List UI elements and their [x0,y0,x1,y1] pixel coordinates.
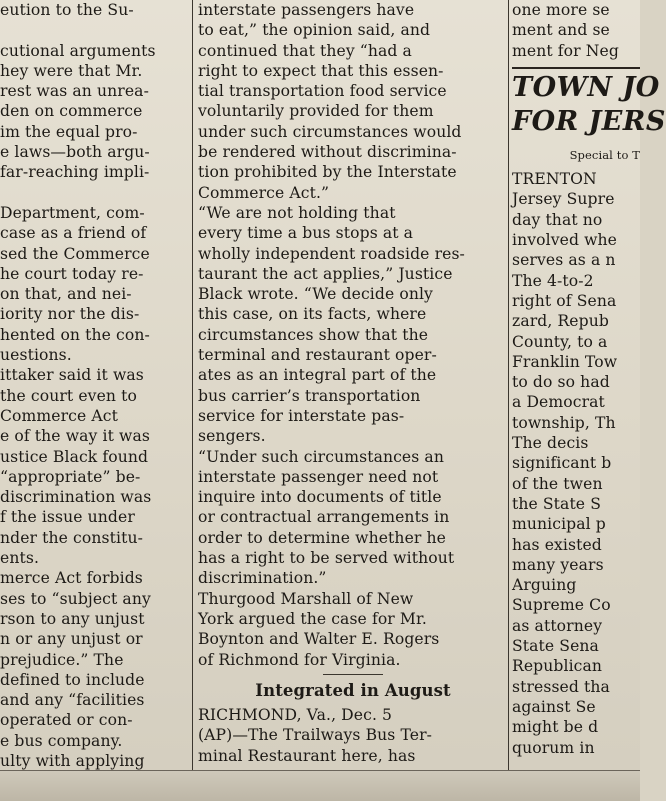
text-line: Commerce Act [0,406,118,425]
text-line: wholly independent roadside res- [198,244,465,263]
text-line: FOR JERS [512,105,666,137]
text-line: interstate passengers have [198,1,415,19]
text-line: tion prohibited by the Interstate [198,163,457,182]
text-line: to do so had [512,373,610,392]
text-line: State Sena [512,637,599,656]
text-line: prejudice.” The [0,650,124,669]
text-line [0,183,188,203]
text-line: defined to include [0,670,145,689]
text-line: the court even to [0,386,137,405]
subheadline: Integrated in August [255,680,451,700]
text-line: e of the way it was [0,427,150,446]
text-line: many years [512,555,604,574]
text-line: to eat,” the opinion said, and [198,21,431,40]
text-line: rest was an unrea- [0,82,149,101]
paragraph-under-such-circumstances [198,447,508,589]
text-line: den on commerce [0,102,143,121]
text-line [0,20,188,40]
text-line: The 4-to-2 [512,271,594,290]
text-line: tial transportation food service [198,82,447,101]
text-line: ustice Black found [0,447,149,466]
text-line: TOWN JO [512,71,660,103]
text-line: zard, Repub [512,312,609,331]
text-line: every time a bus stops at a [198,224,414,243]
text-line: one more se [512,1,610,19]
text-line: significant b [512,454,612,473]
text-line: has a right to be served without [198,549,455,568]
text-line: of the twen [512,474,603,493]
text-line: ment and se [512,21,610,40]
dateline: Special to T [569,147,640,162]
text-line: under such circumstances would [198,122,462,141]
text-line: the State S [512,494,601,513]
paragraph-thurgood-marshall [198,589,508,670]
text-line: uestions. [0,346,72,365]
text-line: sengers. [198,427,266,446]
text-line: right to expect that this essen- [198,61,444,80]
text-line: Franklin Tow [512,352,618,371]
text-line: TRENTON [512,170,597,189]
text-line: iority nor the dis- [0,305,140,324]
text-line: service for interstate pas- [198,406,405,425]
text-line: Republican [512,657,603,676]
text-line: right of Sena [512,291,617,310]
text-line: day that no [512,210,603,229]
text-line: discrimination was [0,488,152,507]
paragraph-richmond-dateline [198,705,508,766]
text-line: a Democrat [512,393,605,412]
text-line: ses to “subject any [0,589,151,608]
text-line: RICHMOND, Va., Dec. 5 [198,706,393,725]
text-line: e laws—both argu- [0,143,150,162]
text-line: this case, on its facts, where [198,305,427,324]
text-line: on that, and nei- [0,285,132,304]
text-line: bus carrier’s transportation [198,386,421,405]
text-line: ittaker said it was [0,366,144,385]
right-body-text [512,169,640,758]
text-line: he court today re- [0,264,144,283]
text-line: terminal and restaurant oper- [198,346,437,365]
text-line: (AP)—The Trailways Bus Ter- [198,726,432,745]
text-line: Black wrote. “We decide only [198,285,433,304]
text-line: might be d [512,718,599,737]
text-line: and any “facilities [0,691,145,710]
text-line: case as a friend of [0,224,147,243]
column-rule [508,0,509,770]
text-line: merce Act forbids [0,569,143,588]
text-line: far-reaching impli- [0,163,150,182]
text-line: im the equal pro- [0,122,138,141]
section-divider [323,674,383,675]
text-line: as attorney [512,616,603,635]
text-line: Thurgood Marshall of New [198,589,414,608]
text-line: ment for Neg [512,41,619,60]
text-line: be rendered without discrimina- [198,143,457,162]
text-line: Supreme Co [512,596,611,615]
text-line: against Se [512,697,596,716]
text-line: continued that they “had a [198,41,412,60]
text-line: ulty with applying [0,751,145,770]
text-line: order to determine whether he [198,528,446,547]
text-line: “appropriate” be- [0,467,141,486]
text-line: municipal p [512,515,606,534]
headline-rule [512,67,640,69]
text-line: County, to a [512,332,608,351]
text-line: The decis [512,434,589,453]
text-line: discrimination.” [198,569,327,588]
text-line: nder the constitu- [0,528,143,547]
paragraph-black-wrote [198,203,508,447]
text-line: “We are not holding that [198,203,396,222]
text-line: township, Th [512,413,616,432]
text-line: inquire into documents of title [198,488,442,507]
text-line: Department, com- [0,203,145,222]
text-line: ents. [0,549,39,568]
column-rule [192,0,193,770]
text-line: voluntarily provided for them [198,102,434,121]
text-line: circumstances show that the [198,325,429,344]
text-line: eution to the Su- [0,1,134,19]
text-line: f the issue under [0,508,135,527]
text-line: York argued the case for Mr. [198,609,427,628]
text-line: e bus company. [0,731,123,750]
text-line: involved whe [512,231,618,250]
text-line: Commerce Act.” [198,183,330,202]
text-line: sed the Commerce [0,244,150,263]
middle-column [198,0,508,770]
text-line: hey were that Mr. [0,61,143,80]
headline [512,71,666,139]
right-column [512,0,666,770]
text-line: of Richmond for Virginia. [198,650,401,669]
text-line: taurant the act applies,” Justice [198,264,453,283]
text-line: quorum in [512,738,595,757]
text-line: interstate passenger need not [198,467,439,486]
text-line: minal Restaurant here, has [198,746,416,765]
text-line: hented on the con- [0,325,150,344]
text-line: Arguing [512,576,577,595]
text-line: serves as a n [512,251,616,270]
text-line: “Under such circumstances an [198,447,444,466]
text-line: operated or con- [0,711,133,730]
left-column [0,0,188,770]
page-edge [0,770,640,801]
text-line: n or any unjust or [0,630,143,649]
text-line: ates as an integral part of the [198,366,437,385]
text-line: rson to any unjust [0,609,145,628]
text-line: stressed tha [512,677,610,696]
right-top-lines [512,0,640,61]
text-line: has existed [512,535,602,554]
text-line: or contractual arrangements in [198,508,450,527]
text-line: Jersey Supre [512,190,615,209]
text-line: Boynton and Walter E. Rogers [198,630,440,649]
text-line: cutional arguments [0,41,156,60]
paragraph-opinion-quote [198,0,508,203]
